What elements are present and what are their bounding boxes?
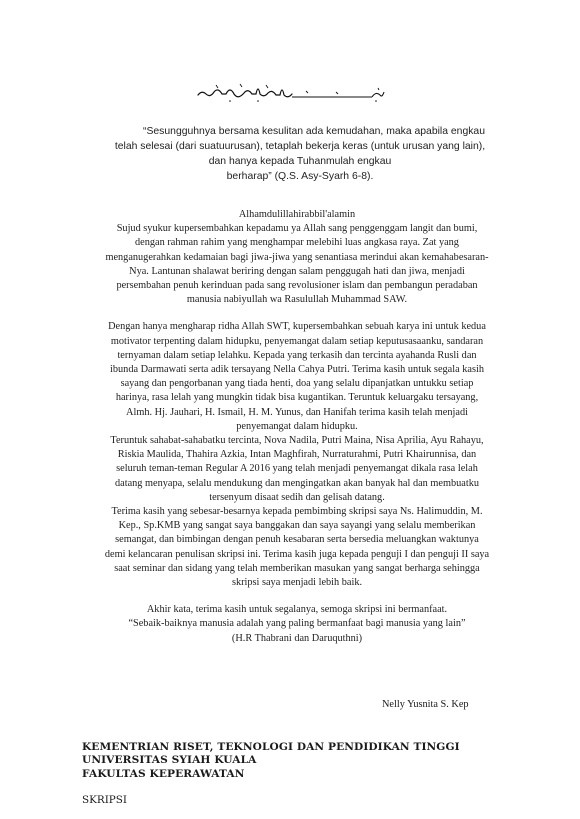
paragraph-line: manusia nabiyullah wa Rasulullah Muhammad SAW. [186, 294, 408, 306]
quote-line: dan hanya kepada Tuhanmulah engkau [208, 156, 392, 167]
paragraph-line: harinya, rasa lelah yang mungkin tidak bisa kugantikan. Teruntuk keluargaku tersayang, [115, 392, 479, 404]
paragraph-line: Sujud syukur kupersembahkan kepadamu ya Allah sang penggenggam langit dan bumi, [116, 223, 478, 235]
paragraph-line: ternyaman dalam setiap lelahku. Kepada yang terkasih dan tercinta ayahanda Rusli dan [117, 349, 477, 361]
closing-line: “Sebaik-baiknya manusia adalah yang paling bermanfaat bagi manusia yang lain” [128, 618, 466, 630]
paragraph-line: semangat, dan bimbingan dengan penuh kesabaran serta bersedia meluangkan waktunya [115, 534, 479, 546]
paragraph-line: menganugerahkan kedamaian bagi jiwa-jiwa yang senantiasa merindui akan kemahabesaran- [105, 251, 489, 263]
paragraph-line: demi kelancaran penulisan skripsi ini. Terima kasih juga kepada penguji I dan penguji II saya [104, 548, 490, 560]
paragraph-line: skripsi saya menjadi lebih baik. [231, 577, 363, 589]
paragraph-line: saat seminar dan sidang yang telah memberikan masukan yang sangat berharga sehingga [114, 562, 480, 574]
quote-line: telah selesai (dari suatuurusan), tetaplah bekerja keras (untuk urusan yang lain), [114, 141, 486, 152]
paragraph-line: Almh. Hj. Jauhari, H. Ismail, H. M. Yunus, dan Hanifah terima kasih telah menjadi [126, 406, 468, 418]
paragraph-spacer [84, 590, 510, 603]
university-name: UNIVERSITAS SYIAH KUALA [82, 754, 257, 767]
paragraph-line: persembahan penuh kerinduan pada sang revolusioner islam dan pembangun peradaban [116, 280, 478, 292]
document-type: SKRIPSI [82, 794, 128, 806]
paragraph-line: dengan rahman rahim yang menghampar melebihi luas angkasa raya. Zat yang [135, 237, 459, 249]
paragraph-spacer [84, 307, 510, 320]
closing-line: (H.R Thabrani dan Daruquthni) [231, 632, 363, 644]
paragraph-line: Riskia Maulida, Thahira Azkia, Intan Maghfirah, Nurraturahmi, Putri Khairunnisa, dan [117, 449, 477, 461]
paragraph-line: sayang dan pengorbanan yang tiada henti, doa yang selalu dipanjatkan untukku setiap [120, 378, 474, 390]
paragraph-line: Terima kasih yang sebesar-besarnya kepada pembimbing skripsi saya Ns. Halimuddin, M. [111, 506, 483, 518]
opening-line: Alhamdulillahirabbil'alamin [238, 209, 356, 220]
paragraph-line: seluruh teman-teman Regular A 2016 yang telah menjadi penyemangat dikala rasa lelah [116, 463, 478, 475]
institution-block [82, 741, 460, 781]
quote-line: berharap” (Q.S. Asy-Syarh 6-8). [226, 171, 374, 182]
dedication-text [84, 208, 510, 646]
paragraph-line: penyemangat dalam hidupku. [236, 420, 358, 432]
paragraph-line: Dengan hanya mengharap ridha Allah SWT, kupersembahkan sebuah karya ini untuk kedua [108, 321, 486, 333]
paragraph-line: motivator terpenting dalam hidupku, penyemangat dalam setiap keputusasaanku, sandaran [110, 335, 484, 347]
quran-quote [90, 124, 510, 184]
author-signature: Nelly Yusnita S. Kep [382, 699, 469, 710]
closing-line: Akhir kata, terima kasih untuk segalanya, semoga skripsi ini bermanfaat. [146, 604, 448, 616]
paragraph-line: Teruntuk sahabat-sahabatku tercinta, Nova Nadila, Putri Maina, Nisa Aprilia, Ayu Rahayu, [110, 435, 484, 447]
ministry-name: KEMENTRIAN RISET, TEKNOLOGI DAN PENDIDIKAN TINGGI [82, 741, 460, 753]
paragraph-line: Kep., Sp.KMB yang sangat saya banggakan dan saya sayangi yang selalu memberikan [118, 520, 476, 532]
paragraph-line: ibunda Darmawati serta adik tersayang Nella Cahya Putri. Terima kasih untuk segala kasih [110, 364, 484, 376]
paragraph-line: tersenyum disaat sedih dan gelisah datang. [209, 491, 385, 503]
basmalah-calligraphy [196, 82, 386, 104]
quote-line: “Sesungguhnya bersama kesulitan ada kemudahan, maka apabila engkau [143, 126, 485, 137]
paragraph-line: datang menyapa, selalu mendukung dan mengingatkan akan banyak hal dan membuatku [115, 477, 479, 489]
faculty-name: FAKULTAS KEPERAWATAN [82, 767, 245, 780]
paragraph-line: Nya. Lantunan shalawat beriring dengan salam penggugah hati dan jiwa, menjadi [129, 265, 465, 277]
